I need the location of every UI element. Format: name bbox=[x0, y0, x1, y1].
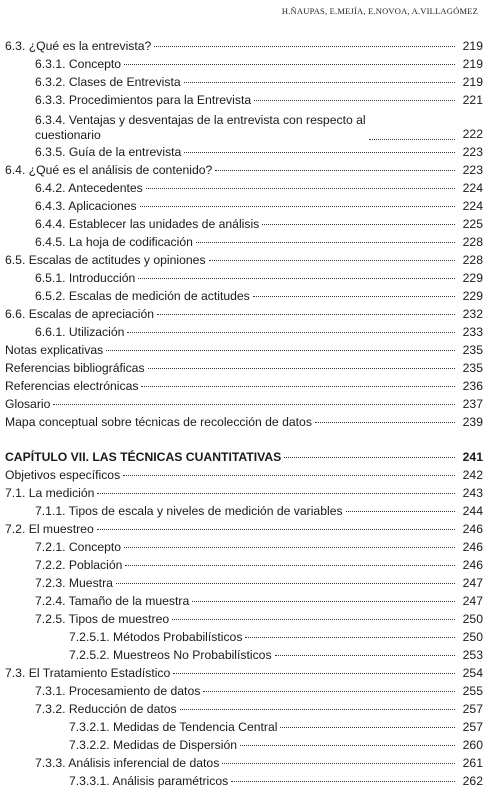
toc-entry bbox=[5, 718, 483, 736]
toc-entry-label: 6.4.5. La hoja de codificación bbox=[35, 235, 193, 249]
toc-entry-label: 7.3.3.1. Análisis paramétricos bbox=[69, 774, 229, 788]
toc-entry-label: Objetivos específicos bbox=[5, 468, 121, 482]
toc-entry bbox=[5, 664, 483, 682]
toc-entry-leader bbox=[146, 188, 455, 189]
toc-entry-label: Referencias bibliográficas bbox=[5, 361, 145, 375]
toc-entry-page: 244 bbox=[462, 504, 483, 518]
toc-entry-page: 229 bbox=[462, 271, 483, 285]
toc-entry bbox=[5, 646, 483, 664]
toc-entry-label: 6.3.2. Clases de Entrevista bbox=[35, 75, 181, 89]
toc-entry-label: 7.3.3. Análisis inferencial de datos bbox=[35, 756, 220, 770]
toc-entry-page: 260 bbox=[462, 738, 483, 752]
toc-entry-label: 7.3.1. Procesamiento de datos bbox=[35, 684, 201, 698]
toc-entry bbox=[5, 538, 483, 556]
toc-entry bbox=[5, 520, 483, 538]
table-of-contents bbox=[5, 37, 483, 790]
toc-entry-leader bbox=[123, 475, 455, 476]
toc-entry-page: 219 bbox=[462, 75, 483, 89]
toc-entry-leader bbox=[106, 350, 455, 351]
toc-entry-page: 221 bbox=[462, 93, 483, 107]
toc-entry-page: 236 bbox=[462, 379, 483, 393]
toc-entry-label: 7.3.2. Reducción de datos bbox=[35, 702, 177, 716]
toc-entry-leader bbox=[203, 691, 455, 692]
toc-section-6-rest bbox=[5, 143, 483, 431]
toc-entry-page: 247 bbox=[462, 576, 483, 590]
toc-entry-page: 257 bbox=[462, 720, 483, 734]
toc-entry-label: 6.4.3. Aplicaciones bbox=[35, 199, 137, 213]
toc-entry-label-line1: 6.3.4. Ventajas y desventajas de la entrevista con respecto al bbox=[35, 113, 366, 127]
toc-entry-page: 246 bbox=[462, 522, 483, 536]
toc-entry bbox=[5, 143, 483, 161]
toc-entry-page: 239 bbox=[462, 415, 483, 429]
toc-entry-leader bbox=[173, 673, 455, 674]
toc-entry-leader bbox=[222, 763, 455, 764]
toc-entry-page: 222 bbox=[462, 127, 483, 141]
toc-entry bbox=[5, 55, 483, 73]
toc-entry bbox=[5, 628, 483, 646]
toc-entry-page: 247 bbox=[462, 594, 483, 608]
toc-entry-leader bbox=[196, 242, 455, 243]
toc-entry-page: 219 bbox=[462, 39, 483, 53]
toc-entry-label: 6.4.2. Antecedentes bbox=[35, 181, 143, 195]
toc-entry-page: 223 bbox=[462, 163, 483, 177]
toc-entry-leader bbox=[172, 619, 455, 620]
toc-entry-page: 235 bbox=[462, 343, 483, 357]
toc-entry-leader bbox=[253, 296, 455, 297]
toc-entry bbox=[5, 287, 483, 305]
toc-entry-page: 224 bbox=[462, 199, 483, 213]
toc-chapter-heading bbox=[5, 448, 483, 466]
toc-entry-leader bbox=[180, 709, 455, 710]
toc-entry-label: 7.2.3. Muestra bbox=[35, 576, 113, 590]
toc-entry-page: 235 bbox=[462, 361, 483, 375]
toc-entry-page: 253 bbox=[462, 648, 483, 662]
toc-entry-leader bbox=[97, 493, 455, 494]
toc-entry-label: 7.2. El muestreo bbox=[5, 522, 94, 536]
running-header: H.ÑAUPAS, E.MEJÍA, E.NOVOA, A.VILLAGÓMEZ bbox=[281, 6, 478, 16]
toc-entry-label: 6.5.1. Introducción bbox=[35, 271, 136, 285]
toc-entry bbox=[5, 502, 483, 520]
toc-entry-page: 262 bbox=[462, 774, 483, 788]
toc-entry-leader bbox=[184, 152, 455, 153]
toc-entry-leader bbox=[231, 781, 455, 782]
toc-entry bbox=[5, 269, 483, 287]
toc-entry bbox=[5, 161, 483, 179]
toc-entry-page: 261 bbox=[462, 756, 483, 770]
chapter-title: CAPÍTULO VII. LAS TÉCNICAS CUANTITATIVAS bbox=[5, 450, 282, 464]
toc-entry-leader bbox=[346, 511, 455, 512]
toc-entry-page: 255 bbox=[462, 684, 483, 698]
toc-entry bbox=[5, 305, 483, 323]
toc-entry-page: 246 bbox=[462, 540, 483, 554]
toc-entry-label: 7.3.2.1. Medidas de Tendencia Central bbox=[69, 720, 278, 734]
toc-entry bbox=[5, 592, 483, 610]
toc-entry bbox=[5, 37, 483, 55]
toc-entry bbox=[5, 682, 483, 700]
toc-entry-label: 6.5.2. Escalas de medición de actitudes bbox=[35, 289, 250, 303]
toc-entry-leader bbox=[141, 386, 455, 387]
toc-entry-label: Glosario bbox=[5, 397, 51, 411]
toc-entry-page: 228 bbox=[462, 235, 483, 249]
toc-entry-label: 7.2.2. Población bbox=[35, 558, 123, 572]
toc-entry-page: 242 bbox=[462, 468, 483, 482]
toc-entry-page: 223 bbox=[462, 145, 483, 159]
toc-entry-page: 257 bbox=[462, 702, 483, 716]
toc-entry bbox=[5, 91, 483, 109]
toc-entry-label: 7.3.2.2. Medidas de Dispersión bbox=[69, 738, 238, 752]
toc-entry-leader bbox=[154, 46, 455, 47]
toc-entry bbox=[5, 323, 483, 341]
toc-entry bbox=[5, 215, 483, 233]
toc-entry-label: 7.2.5.2. Muestreos No Probabilísticos bbox=[69, 648, 272, 662]
toc-entry-leader bbox=[192, 601, 455, 602]
toc-entry-leader bbox=[138, 278, 455, 279]
toc-entry-label: 7.2.5.1. Métodos Probabilísticos bbox=[69, 630, 243, 644]
toc-entry-page: 229 bbox=[462, 289, 483, 303]
toc-entry-label-line2: cuestionario bbox=[35, 128, 101, 142]
toc-entry-leader bbox=[124, 547, 455, 548]
toc-entry bbox=[5, 359, 483, 377]
chapter-page: 241 bbox=[462, 450, 483, 464]
toc-entry-page: 243 bbox=[462, 486, 483, 500]
toc-entry-leader bbox=[124, 64, 455, 65]
toc-entry-label: 6.3.3. Procedimientos para la Entrevista bbox=[35, 93, 252, 107]
toc-entry-page: 228 bbox=[462, 253, 483, 267]
toc-entry-page: 250 bbox=[462, 630, 483, 644]
toc-entry-label: 6.4. ¿Qué es el análisis de contenido? bbox=[5, 163, 213, 177]
toc-entry-leader bbox=[148, 368, 455, 369]
toc-entry-label: Mapa conceptual sobre técnicas de recolección de datos bbox=[5, 415, 312, 429]
toc-entry-leader bbox=[245, 637, 455, 638]
toc-entry-leader bbox=[53, 404, 455, 405]
toc-entry-label: 6.5. Escalas de actitudes y opiniones bbox=[5, 253, 206, 267]
section-gap bbox=[5, 431, 483, 448]
toc-entry-leader bbox=[240, 745, 455, 746]
toc-entry-label: 6.3.1. Concepto bbox=[35, 57, 122, 71]
toc-entry-label: 6.6. Escalas de apreciación bbox=[5, 307, 155, 321]
toc-entry-leader bbox=[369, 139, 455, 140]
toc-entry-leader bbox=[262, 224, 455, 225]
toc-entry-leader bbox=[209, 260, 455, 261]
toc-entry-wrapped bbox=[5, 109, 483, 143]
toc-entry-page: 237 bbox=[462, 397, 483, 411]
toc-entry-label: 7.3. El Tratamiento Estadístico bbox=[5, 666, 171, 680]
toc-entry-label: 6.3.5. Guía de la entrevista bbox=[35, 145, 182, 159]
toc-entry-leader bbox=[127, 332, 455, 333]
toc-entry-label: 6.6.1. Utilización bbox=[35, 325, 125, 339]
toc-entry bbox=[5, 413, 483, 431]
toc-entry bbox=[5, 73, 483, 91]
toc-entry-label: Notas explicativas bbox=[5, 343, 104, 357]
toc-entry-leader bbox=[116, 583, 455, 584]
toc-entry bbox=[5, 556, 483, 574]
toc-entry bbox=[5, 341, 483, 359]
toc-entry bbox=[5, 754, 483, 772]
toc-entry-leader bbox=[284, 457, 455, 458]
toc-entry-label: 7.1. La medición bbox=[5, 486, 95, 500]
toc-entry bbox=[5, 736, 483, 754]
toc-entry-label: 7.2.1. Concepto bbox=[35, 540, 122, 554]
toc-entry-leader bbox=[125, 565, 455, 566]
toc-entry bbox=[5, 484, 483, 502]
toc-entry-page: 233 bbox=[462, 325, 483, 339]
toc-entry-leader bbox=[315, 422, 455, 423]
toc-entry bbox=[5, 700, 483, 718]
toc-entry-page: 224 bbox=[462, 181, 483, 195]
toc-entry-leader bbox=[280, 727, 455, 728]
toc-entry-label: Referencias electrónicas bbox=[5, 379, 139, 393]
toc-entry-label: 7.1.1. Tipos de escala y niveles de medición de variables bbox=[35, 504, 343, 518]
toc-entry-label: 6.4.4. Establecer las unidades de análisis bbox=[35, 217, 260, 231]
toc-entry bbox=[5, 233, 483, 251]
toc-entry-page: 219 bbox=[462, 57, 483, 71]
toc-entry-page: 225 bbox=[462, 217, 483, 231]
toc-entry-page: 254 bbox=[462, 666, 483, 680]
toc-section-7 bbox=[5, 466, 483, 790]
toc-entry-leader bbox=[184, 82, 455, 83]
toc-entry bbox=[5, 251, 483, 269]
toc-entry-leader bbox=[254, 100, 455, 101]
toc-entry-leader bbox=[140, 206, 455, 207]
toc-section-6-start bbox=[5, 37, 483, 109]
toc-entry-leader bbox=[97, 529, 455, 530]
toc-entry bbox=[5, 610, 483, 628]
toc-entry-leader bbox=[215, 170, 455, 171]
toc-entry-label: 7.2.4. Tamaño de la muestra bbox=[35, 594, 190, 608]
toc-entry bbox=[5, 179, 483, 197]
toc-entry bbox=[5, 197, 483, 215]
toc-entry bbox=[5, 466, 483, 484]
toc-entry-label: 6.3. ¿Qué es la entrevista? bbox=[5, 39, 152, 53]
toc-entry bbox=[5, 574, 483, 592]
toc-entry bbox=[5, 377, 483, 395]
toc-entry-leader bbox=[275, 655, 455, 656]
toc-entry-leader bbox=[157, 314, 455, 315]
toc-entry-page: 246 bbox=[462, 558, 483, 572]
toc-entry-label: 7.2.5. Tipos de muestreo bbox=[35, 612, 170, 626]
toc-entry-page: 250 bbox=[462, 612, 483, 626]
toc-entry bbox=[5, 772, 483, 790]
toc-entry bbox=[5, 395, 483, 413]
toc-entry-page: 232 bbox=[462, 307, 483, 321]
toc-entry-label bbox=[35, 113, 367, 143]
